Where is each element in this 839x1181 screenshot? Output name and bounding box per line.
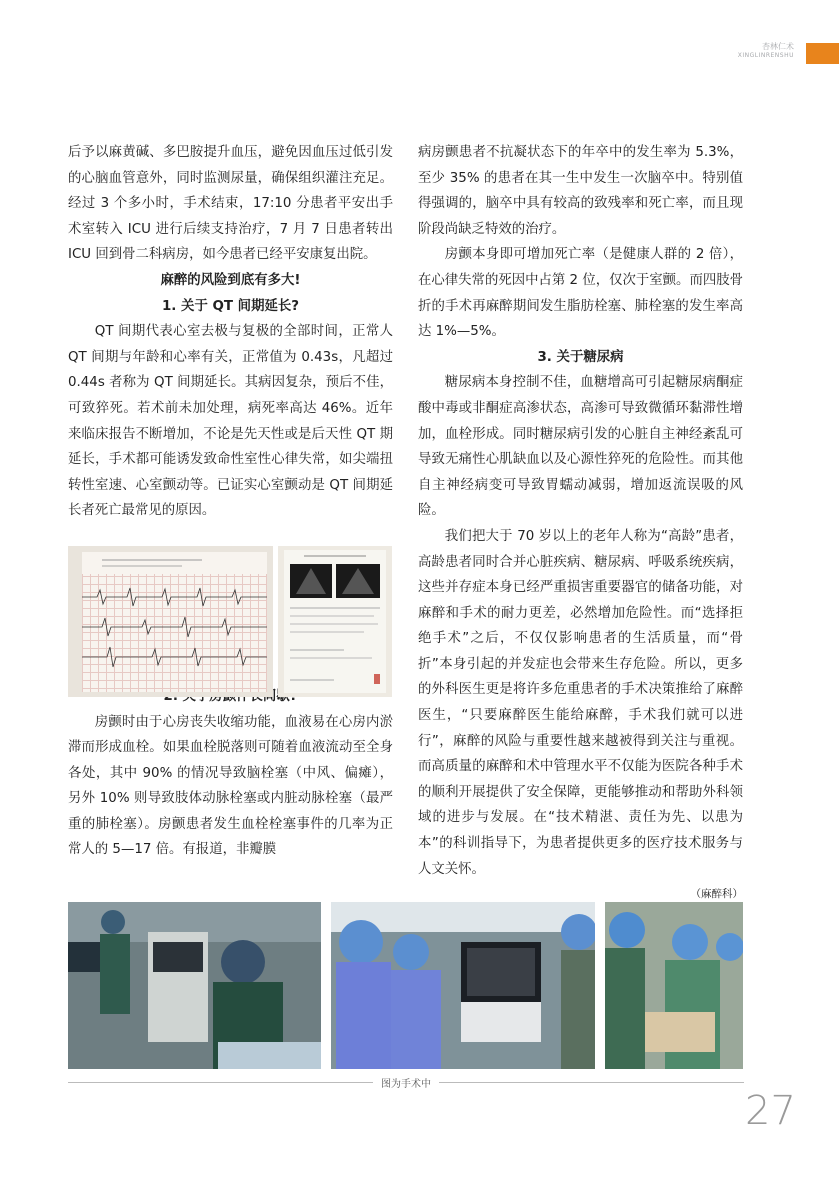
surgery-scene-2 [331, 902, 595, 1069]
subheading-diabetes: 3. 关于糖尿病 [537, 349, 624, 365]
paragraph: 病房颤患者不抗凝状态下的年卒中的发生率为 5.3%，至少 35% 的患者在其一生中发生一次脑卒中。特别值得强调的，脑卒中具有较高的致残率和死亡率，而且现阶段尚缺乏特效的治疗。 [418, 145, 743, 237]
surgery-scene-3 [605, 902, 743, 1069]
caption-text: 图为手术中 [373, 1079, 439, 1090]
left-column [68, 140, 393, 863]
paragraph: 糖尿病本身控制不佳，血糖增高可引起糖尿病酮症酸中毒或非酮症高渗状态，高渗可导致微循环黏滞性增加，血栓形成。同时糖尿病引发的心脏自主神经紊乱可导致无痛性心肌缺血以及心源性猝死的危险性。而其他自主神经病变可导致胃蠕动减弱，增加返流误吸的风险。 [418, 375, 743, 519]
echo-report-graphic [284, 550, 386, 693]
ecg-trace [82, 552, 267, 692]
page-number: 27 [745, 1088, 796, 1134]
running-header [738, 42, 794, 60]
right-column [418, 140, 743, 908]
surgery-photo-1 [68, 902, 321, 1069]
section-title-en: XINGLINRENSHU [737, 52, 794, 59]
surgery-scene-1 [68, 902, 321, 1069]
figure-caption [68, 1075, 744, 1091]
ecg-report-photo [68, 546, 273, 697]
surgery-photo-3 [605, 902, 743, 1069]
paragraph: 后予以麻黄碱、多巴胺提升血压，避免因血压过低引发的心脑血管意外，同时监测尿量，确保组织灌注充足。经过 3 个多小时，手术结束，17:10 分患者平安出手术室转入 ICU 进行后续支持治疗，7 月 7 日患者转出 ICU 回到骨二科病房，如今患者已经平安康复出院。 [68, 145, 393, 263]
surgery-photo-2 [331, 902, 595, 1069]
subheading-qt: 1. 关于 QT 间期延长? [161, 298, 300, 314]
author-signature: （麻醉科） [690, 888, 743, 901]
paragraph: 我们把大于 70 岁以上的老年人称为“高龄”患者，高龄患者同时合并心脏疾病、糖尿病、呼吸系统疾病，这些并存症本身已经严重损害重要器官的储备功能，对麻醉和手术的耐力更差，必然增加危险性。而“选择拒绝手术”之后，不仅仅影响患者的生活质量，而“骨折”本身引起的并发症也会带来生存危险。所以，更多的外科医生更是将许多危重患者的手术决策推给了麻醉医生，“只要麻醉医生能给麻醉，手术我们就可以进行”，麻醉的风险与重要性越来越被得到关注与重视。而高质量的麻醉和术中管理水平不仅能为医院各种手术的顺利开展提供了安全保障，更能够推动和帮助外科领域的进步与发展。在“技术精湛、责任为先、以患为本”的科训指导下，为患者提供更多的医疗技术服务与人文关怀。 [418, 528, 743, 877]
section-title: 杏林仁术 [762, 42, 794, 51]
paragraph: 房颤本身即可增加死亡率（是健康人群的 2 倍），在心律失常的死因中占第 2 位，仅次于室颤。而四肢骨折的手术再麻醉期间发生脂肪栓塞、肺栓塞的发生率高达 1%—5%。 [418, 247, 744, 340]
header-accent-bar [806, 43, 839, 64]
paragraph: QT 间期代表心室去极与复极的全部时间，正常人 QT 间期与年龄和心率有关，正常值为 0.43s，凡超过 0.44s 者称为 QT 间期延长。其病因复杂，预后不佳，可致猝死。若术前未加处理，病死率高达 46%。近年来临床报告不断增加，不论是先天性或是后天性 QT 期延长，手术都可能诱发致命性室性心律失常，如尖端扭转性室速、心室颤动等。已证实心室颤动是 QT 间期延长者死亡最常见的原因。 [68, 324, 393, 519]
echo-report-photo [278, 546, 392, 697]
paragraph: 房颤时由于心房丧失收缩功能，血液易在心房内淤滞而形成血栓。如果血栓脱落则可随着血液流动至全身各处，其中 90% 的情况导致脑栓塞（中风、偏瘫），另外 10% 则导致肢体动脉栓塞或内脏动脉栓塞（最严重的肺栓塞）。房颤患者发生血栓栓塞事件的几率为正常人的 5—17 倍。有报道，非瓣膜 [68, 714, 393, 858]
section-heading: 麻醉的风险到底有多大! [160, 272, 301, 288]
